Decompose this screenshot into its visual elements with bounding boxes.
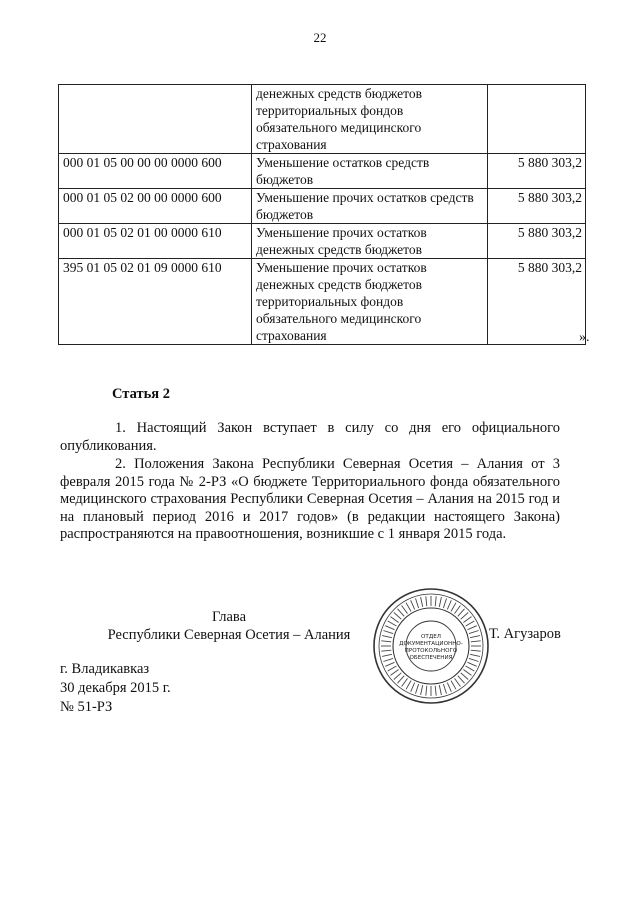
- seal-ring-mark: [463, 670, 471, 676]
- table-cell-code: 000 01 05 00 00 00 0000 600: [59, 154, 252, 189]
- table-row: [59, 189, 586, 224]
- seal-ring-mark: [435, 686, 436, 696]
- signature-title-line-2: Республики Северная Осетия – Алания: [107, 627, 351, 643]
- table-cell-amount: [488, 85, 586, 154]
- table-cell-amount: 5 880 303,2: [488, 224, 586, 259]
- seal-ring-mark: [458, 609, 465, 617]
- seal-ring-mark: [394, 613, 402, 620]
- table-cell-name: Уменьшение остатков средств бюджетов: [252, 154, 488, 189]
- signature-title: [100, 608, 358, 644]
- seal-ring-mark: [451, 681, 456, 690]
- table-cell-name: Уменьшение прочих остатков средств бюджетов: [252, 189, 488, 224]
- paragraph-2-text: 2. Положения Закона Республики Северная Осетия – Алания от 3 февраля 2015 года № 2-РЗ «О бюджете Территориального фонда обязательного медицинского страхования Республики Северная Осетия – Алания на 2015 год и на плановый период 2016 и 2017 годов» (в редакции настоящего Закона) распространяются на правоотношения, возникшие с 1 января 2015 года.: [60, 456, 560, 542]
- official-seal-stamp: [372, 587, 490, 705]
- seal-ring-mark: [461, 673, 469, 680]
- seal-ring-mark: [391, 617, 399, 623]
- seal-ring-mark: [398, 676, 405, 684]
- seal-line-4: ОБЕСПЕЧЕНИЯ: [409, 655, 453, 661]
- date: 30 декабря 2015 г.: [60, 680, 171, 696]
- budget-table: [58, 84, 586, 345]
- seal-ring-mark: [443, 684, 446, 694]
- table-row: [59, 259, 586, 345]
- seal-ring-mark: [385, 662, 394, 666]
- seal-ring-mark: [383, 658, 393, 661]
- table-row: [59, 224, 586, 259]
- seal-ring-mark: [426, 596, 427, 606]
- signature-title-line-1: Глава: [211, 609, 247, 625]
- seal-ring-mark: [391, 670, 399, 676]
- seal-ring-mark: [402, 606, 408, 614]
- seal-ring-mark: [439, 597, 441, 607]
- seal-ring-mark: [469, 658, 479, 661]
- table-row: [59, 85, 586, 154]
- seal-ring-mark: [435, 596, 436, 606]
- seal-ring-mark: [394, 673, 402, 680]
- table-cell-name: денежных средств бюджетов территориальных фондов обязательного медицинского страхования: [252, 85, 488, 154]
- seal-ring-mark: [406, 603, 411, 612]
- seal-ring-mark: [455, 606, 461, 614]
- closing-quote-mark: ».: [579, 330, 590, 345]
- seal-ring-mark: [471, 650, 481, 651]
- table-cell-code: 395 01 05 02 01 09 0000 610: [59, 259, 252, 345]
- seal-ring-mark: [416, 684, 419, 694]
- seal-ring-mark: [382, 654, 392, 656]
- seal-ring-mark: [416, 598, 419, 608]
- table-cell-code: [59, 85, 252, 154]
- seal-line-1: ОТДЕЛ: [421, 634, 441, 640]
- seal-ring-mark: [470, 654, 480, 656]
- law-number: № 51-РЗ: [60, 699, 113, 715]
- seal-ring-mark: [426, 686, 427, 696]
- table-cell-code: 000 01 05 02 01 00 0000 610: [59, 224, 252, 259]
- seal-ring-mark: [458, 676, 465, 684]
- table-cell-amount: 5 880 303,2: [488, 259, 586, 345]
- seal-ring-mark: [447, 600, 451, 609]
- seal-ring-mark: [463, 617, 471, 623]
- seal-ring-mark: [469, 631, 479, 634]
- place-and-date: [60, 660, 171, 717]
- seal-ring-mark: [383, 631, 393, 634]
- page-number: 22: [313, 30, 327, 45]
- seal-ring-mark: [421, 685, 423, 695]
- paragraph-2: [60, 456, 560, 544]
- seal-ring-mark: [398, 609, 405, 617]
- table-cell-name: Уменьшение прочих остатков денежных средств бюджетов: [252, 224, 488, 259]
- seal-ring-mark: [388, 666, 397, 671]
- seal-ring-mark: [411, 683, 415, 692]
- seal-line-3: ПРОТОКОЛЬНОГО: [404, 648, 458, 654]
- seal-ring-mark: [385, 626, 394, 630]
- seal-ring-mark: [470, 636, 480, 638]
- seal-line-2: ДОКУМЕНТАЦИОННО-: [399, 641, 463, 647]
- seal-ring-mark: [471, 641, 481, 642]
- seal-ring-mark: [455, 678, 461, 686]
- seal-ring-mark: [402, 678, 408, 686]
- table-cell-name: Уменьшение прочих остатков денежных средств бюджетов территориальных фондов обязательного медицинского страхования: [252, 259, 488, 345]
- table-row: [59, 154, 586, 189]
- table-cell-amount: 5 880 303,2: [488, 154, 586, 189]
- signatory-name: Т. Агузаров: [489, 626, 561, 642]
- seal-ring-mark: [468, 626, 477, 630]
- table-cell-code: 000 01 05 02 00 00 0000 600: [59, 189, 252, 224]
- seal-ring-mark: [411, 600, 415, 609]
- seal-ring-mark: [388, 621, 397, 626]
- seal-ring-mark: [421, 597, 423, 607]
- seal-ring-mark: [466, 666, 475, 671]
- seal-ring-mark: [382, 636, 392, 638]
- seal-ring-mark: [406, 681, 411, 690]
- seal-ring-mark: [468, 662, 477, 666]
- place: г. Владикавказ: [60, 661, 150, 677]
- seal-ring-mark: [381, 650, 391, 651]
- seal-ring-mark: [447, 683, 451, 692]
- seal-ring-mark: [439, 685, 441, 695]
- seal-ring-mark: [466, 621, 475, 626]
- seal-ring-mark: [381, 641, 391, 642]
- table-cell-amount: 5 880 303,2: [488, 189, 586, 224]
- seal-ring-mark: [461, 613, 469, 620]
- seal-ring-mark: [443, 598, 446, 608]
- paragraph-1-text: 1. Настоящий Закон вступает в силу со дня его официального опубликования.: [60, 420, 560, 454]
- paragraph-1: [60, 420, 560, 455]
- article-title: Статья 2: [112, 386, 170, 402]
- seal-ring-mark: [451, 603, 456, 612]
